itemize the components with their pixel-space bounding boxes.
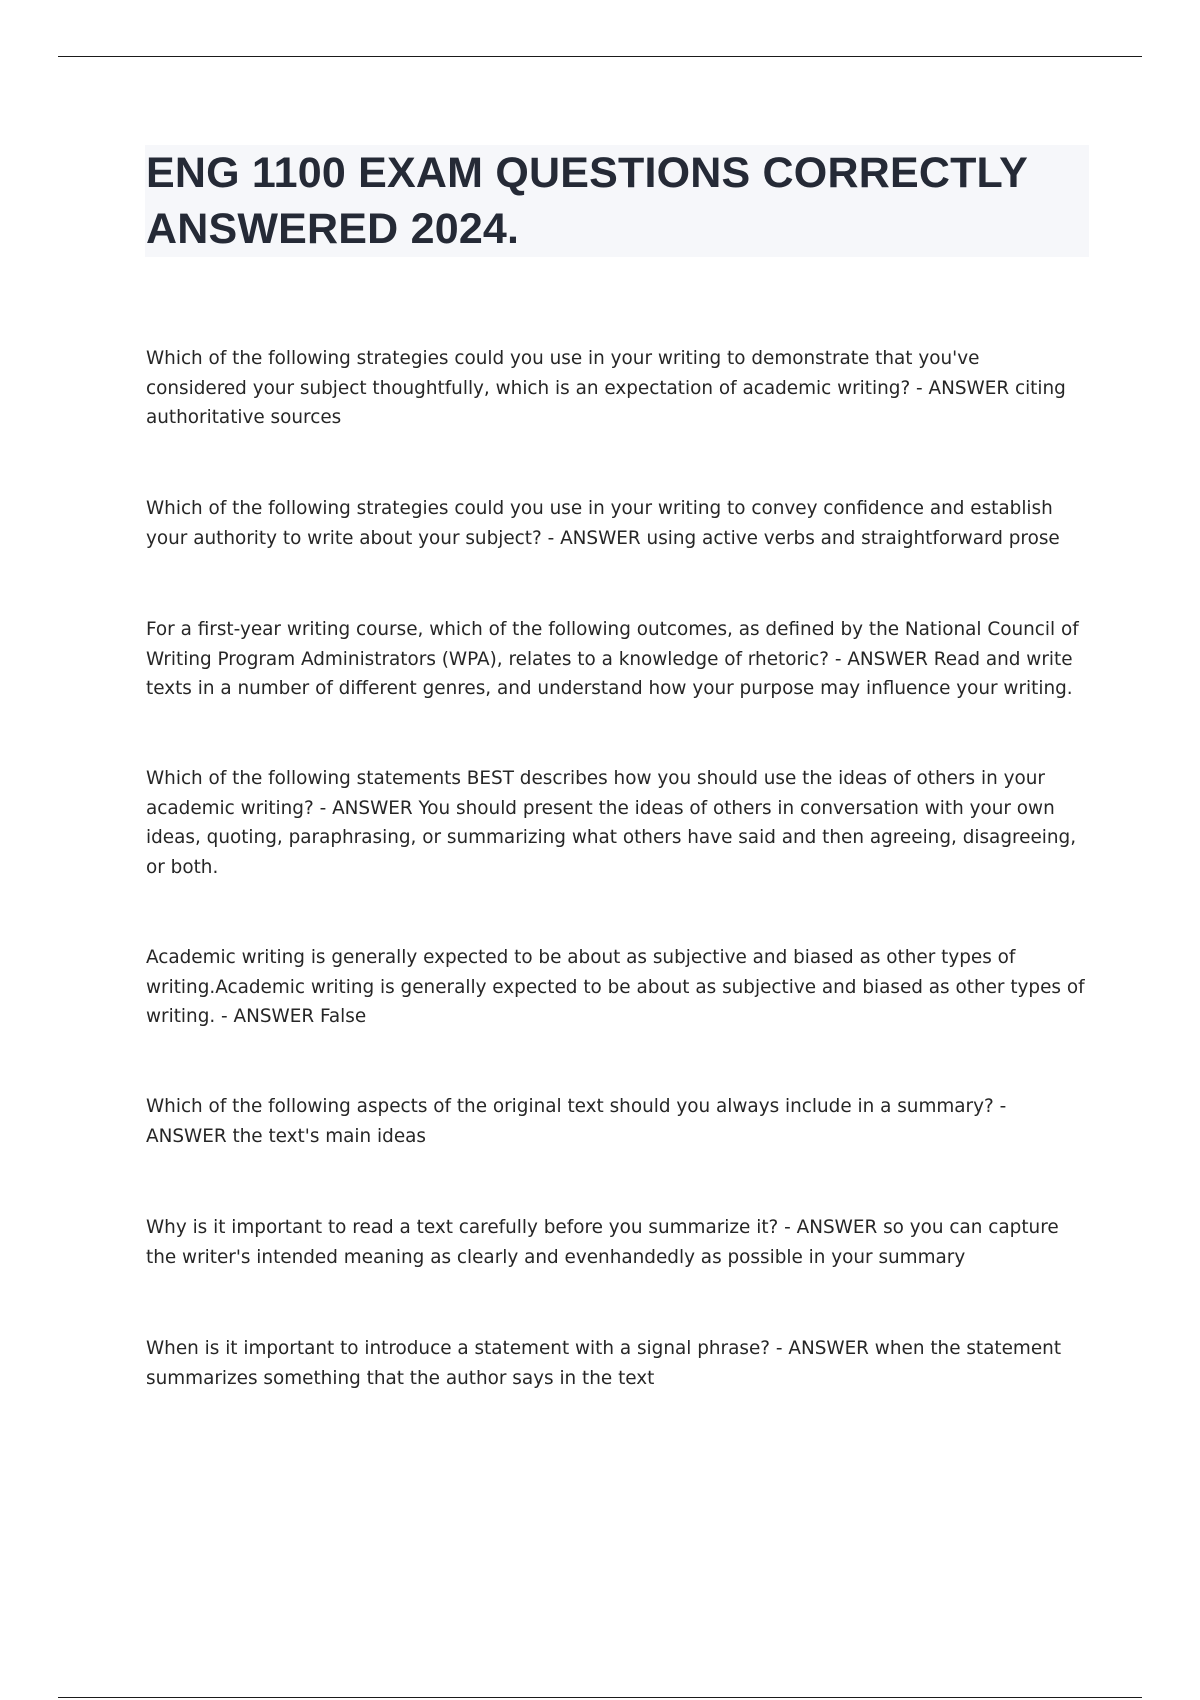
qa-item-1: Which of the following strategies could you use in your writing to demonstrate that you've considered your subject thoughtfully, which is an expectation of academic writing? - ANSWER citing authoritative sources: [146, 348, 1066, 428]
qa-item-2: Which of the following strategies could you use in your writing to convey confidence and establish your authority to write about your subject? - ANSWER using active verbs and straightforward prose: [146, 498, 1060, 549]
qa-item-6: Which of the following aspects of the original text should you always include in a summary? - ANSWER the text's main ideas: [146, 1096, 1007, 1147]
qa-item-3: For a first-year writing course, which of the following outcomes, as defined by the National Council of Writing Program Administrators (WPA), relates to a knowledge of rhetoric? - ANSWER Read and write texts in a number of different genres, and understand how your purpose may influence your writing.: [146, 619, 1079, 699]
qa-item-5: Academic writing is generally expected to be about as subjective and biased as other types of writing.Academic writing is generally expected to be about as subjective and biased as other types of writing. - ANSWER False: [146, 947, 1085, 1027]
bottom-divider: [58, 1697, 1142, 1698]
qa-item-4: Which of the following statements BEST describes how you should use the ideas of others in your academic writing? - ANSWER You should present the ideas of others in conversation with your own ideas, quoting, paraphrasing, or summarizing what others have said and then agreeing, disagreeing, or both.: [146, 768, 1077, 878]
qa-item-7: Why is it important to read a text carefully before you summarize it? - ANSWER so you can capture the writer's intended meaning as clearly and evenhandedly as possible in your summary: [146, 1217, 1059, 1268]
top-divider: [58, 56, 1142, 57]
qa-item-8: When is it important to introduce a statement with a signal phrase? - ANSWER when the statement summarizes something that the author says in the text: [146, 1338, 1062, 1389]
document-title: ENG 1100 EXAM QUESTIONS CORRECTLY ANSWERED 2024.: [146, 149, 1028, 253]
